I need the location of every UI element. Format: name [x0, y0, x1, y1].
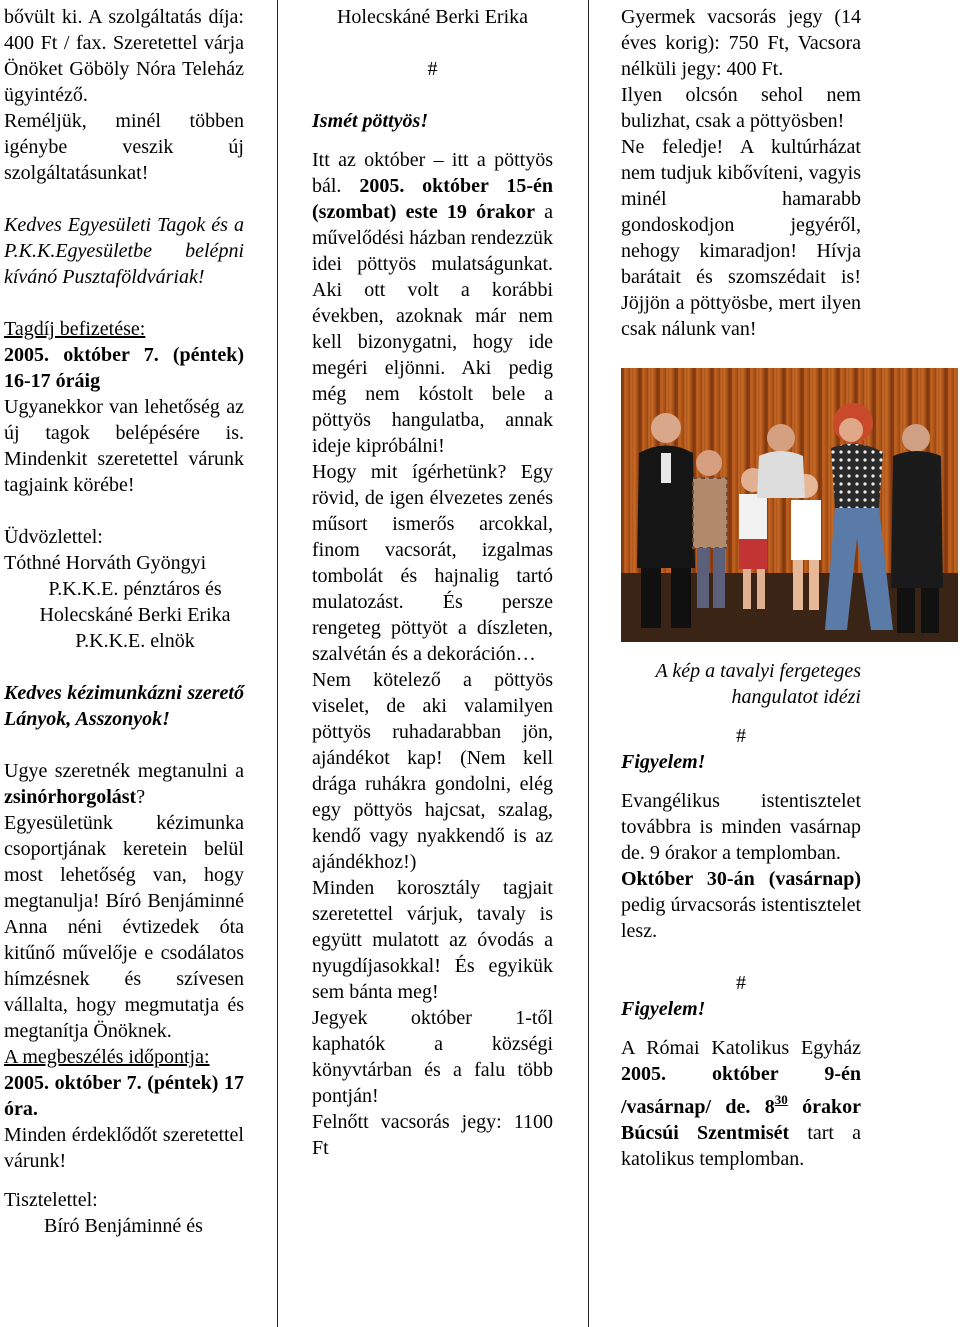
- signature-2-name: Holecskáné Berki Erika: [39, 604, 231, 626]
- ball-intro: Itt az október – itt a pöttyös bál. 2005. október 15-én (szombat) este 19 órakor a művelődési házban rendezzük idei pöttyös mulatságunkat. Aki ott volt a korábbi években, azoknak már nem kell bizonygatni, hogy ide megéri eljönni. Aki pedig még nem kóstolt bele a pöttyös hangulatba, annak ideje kipróbálni!: [312, 149, 554, 457]
- column-divider-right: [588, 0, 589, 1327]
- ball-dresscode: Nem kötelező a pöttyös viselet, de aki valamilyen pöttyös ruhadarabban jön, ajándékot kap! (Nem kell drága ruhákra gondolni, elég egy pöttyös hajcsat, szalag, kendő vagy nyakkendő is az ajándékhoz!): [312, 669, 553, 873]
- section-separator: #: [427, 58, 438, 80]
- embroidery-question: Ugye szeretnék megtanulni a zsinórhorgolást?: [4, 760, 244, 808]
- fee-text: Ugyanekkor van lehetőség az új tagok belépésére is. Mindenkit szeretettel várunk tagjaink körébe!: [4, 396, 244, 496]
- child-ticket: Gyermek vacsorás jegy (14 éves korig): 750 Ft, Vacsora nélküli jegy: 400 Ft.: [621, 6, 861, 80]
- signature-1-role: P.K.K.E. pénztáros és: [48, 578, 222, 600]
- ball-promise: Hogy mit ígérhetünk? Egy rövid, de igen élvezetes zenés műsort ismerős arcokkal, finom vacsorát, izgalmas tombolát és hajnalig tartó mulatozást. És persze rengeteg pöttyöt a díszleten, szalvétán és a dekoráción…: [312, 461, 553, 665]
- reminder: Ne feledje! A kultúrházat nem tudjuk kibővíteni, vagyis minél hamarabb gondoskodjon jegyéről, nehogy kimaradjon! Hívja barátait és szomszédait is! Jöjjön a pöttyösbe, mert ilyen csak nálunk van!: [621, 136, 861, 340]
- embroidery-heading: Kedves kézimunkázni szerető Lányok, Asszonyok!: [4, 682, 244, 730]
- column-left: [4, 4, 244, 1239]
- regards-label: Üdvözlettel:: [4, 526, 103, 548]
- closing-label: Tisztelettel:: [4, 1189, 98, 1211]
- column-middle: [312, 4, 553, 1161]
- hope-paragraph: Reméljük, minél többen igénybe veszik új szolgáltatásunkat!: [4, 110, 244, 184]
- closing-name: Bíró Benjáminné és: [44, 1215, 203, 1237]
- ball-tickets: Jegyek október 1-től kaphatók a községi könyvtárban és a falu több pontján!: [312, 1007, 553, 1107]
- ball-all-ages: Minden korosztály tagjait szeretettel várjuk, tavaly is együtt mulatott az óvodás a nyugdíjasokkal! És egyikük sem bánta meg!: [312, 877, 553, 1003]
- members-greeting: Kedves Egyesületi Tagok és a P.K.K.Egyesületbe belépni kívánó Pusztaföldváriak!: [4, 214, 244, 288]
- cheap-party: Ilyen olcsón sehol nem bulizhat, csak a pöttyösben!: [621, 84, 861, 132]
- party-photo: [621, 368, 958, 642]
- meeting-text: Minden érdeklődőt szeretettel várunk!: [4, 1124, 244, 1172]
- separator-2: #: [736, 972, 746, 994]
- notice-1-heading: Figyelem!: [621, 751, 706, 773]
- ball-adult-ticket: Felnőtt vacsorás jegy: 1100 Ft: [312, 1111, 553, 1159]
- separator-1: #: [736, 725, 746, 747]
- ball-heading: Ismét pöttyös!: [312, 110, 429, 132]
- column-divider-left: [277, 0, 278, 1327]
- meeting-heading: A megbeszélés időpontja:: [4, 1046, 210, 1068]
- signature-1-name: Tóthné Horváth Gyöngyi: [4, 552, 207, 574]
- fax-service-paragraph: bővült ki. A szolgáltatás díja: 400 Ft / fax. Szeretettel várja Önöket Göböly Nóra Teleház ügyintéző.: [4, 6, 244, 106]
- notice-2-heading: Figyelem!: [621, 998, 706, 1020]
- meeting-date: 2005. október 7. (péntek) 17 óra.: [4, 1072, 244, 1120]
- signature-continued: Holecskáné Berki Erika: [336, 6, 529, 28]
- notice-1-text: Evangélikus istentisztelet továbbra is minden vasárnap de. 9 órakor a templomban.: [621, 790, 861, 864]
- embroidery-text: Egyesületünk kézimunka csoportjának keretein belül most lehetőség van, hogy megtanulja! Bíró Benjáminné Anna néni évtizedek óta kitűnő művelője e csodálatos hímzésnek és szívesen vállalta, hogy megmutatja és megtanítja Önöknek.: [4, 812, 244, 1042]
- fee-date: 2005. október 7. (péntek) 16-17 óráig: [4, 344, 244, 392]
- notice-2-text: A Római Katolikus Egyház 2005. október 9-én /vasárnap/ de. $8^{30}$ órakor Búcsúi Szentmisét tart a katolikus templomban.: [621, 1037, 861, 1170]
- party-photo-image: [621, 368, 958, 642]
- column-right: [621, 4, 861, 1172]
- signature-2-role: P.K.K.E. elnök: [75, 630, 195, 652]
- notice-1-details: Október 30-án (vasárnap) pedig úrvacsorás istentisztelet lesz.: [621, 868, 861, 942]
- photo-caption: A kép a tavalyi fergeteges hangulatot idézi: [655, 660, 861, 708]
- fee-heading: Tagdíj befizetése:: [4, 318, 146, 340]
